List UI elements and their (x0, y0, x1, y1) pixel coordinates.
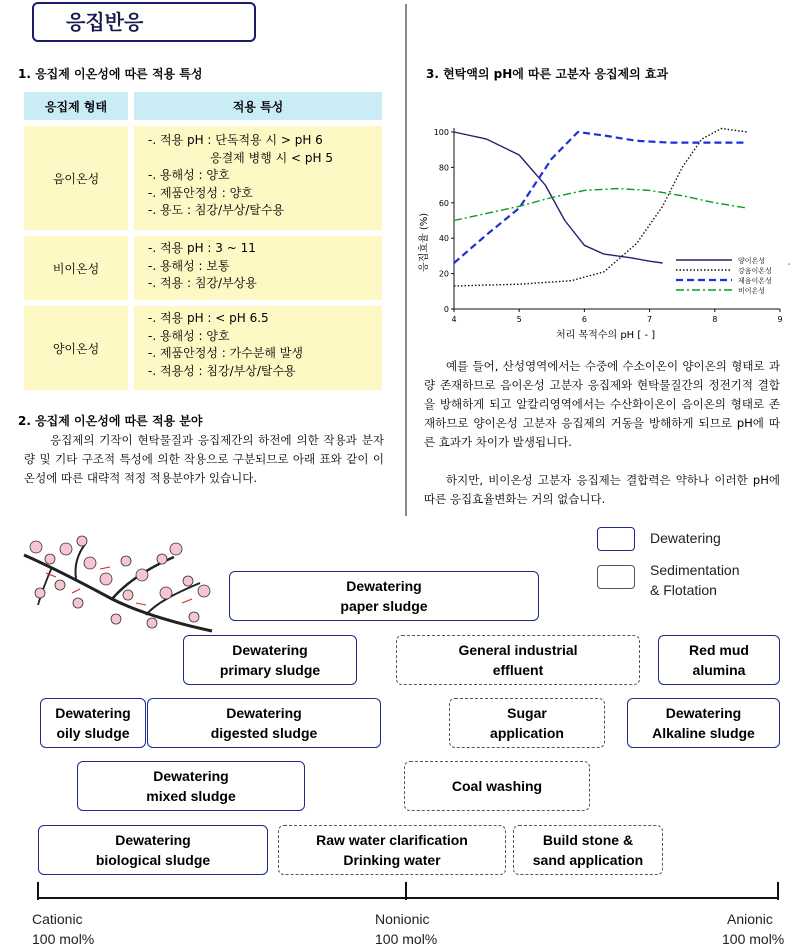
row-type: 비이온성 (24, 236, 128, 300)
ph-efficiency-chart (416, 112, 800, 352)
feature-table (24, 92, 382, 390)
desc-line: -. 용해성 : 양호 (148, 168, 230, 182)
box-raw-water: Raw water clarification Drinking water (278, 825, 506, 875)
box-mixed-sludge: Dewatering mixed sludge (77, 761, 305, 811)
row-desc (134, 236, 382, 300)
chart-side-note: ﾟ (788, 263, 792, 272)
table-row (24, 126, 382, 230)
legend-dewatering-swatch (597, 527, 635, 551)
plum-blossom-branch-icon (16, 533, 226, 639)
legend-sedimentation-swatch (597, 565, 635, 589)
box-coal-washing: Coal washing (404, 761, 590, 811)
desc-line: -. 용해성 : 양호 (148, 328, 230, 343)
row-type: 양이온성 (24, 306, 128, 390)
chart-y-tick-label: 60 (438, 198, 449, 208)
chart-legend-label: 양이온성 (738, 257, 766, 265)
box-primary-sludge: Dewatering primary sludge (183, 635, 357, 685)
desc-line: -. 제품안정성 : 가수분해 발생 (148, 346, 303, 360)
chart-xlabel: 처리 목적수의 pH [ - ] (556, 330, 656, 341)
box-sugar-application: Sugar application (449, 698, 605, 748)
section1-heading: 1. 응집제 이온성에 따른 적용 특성 (18, 67, 203, 81)
chart-x-tick-label: 4 (451, 315, 457, 324)
box-paper-sludge: Dewatering paper sludge (229, 571, 539, 621)
chart-legend-label: 강음이온성 (738, 267, 772, 275)
chart-series-line (454, 189, 747, 221)
box-general-effluent: General industrial effluent (396, 635, 640, 685)
axis-cationic-label: Cationic (32, 911, 83, 927)
section3-para2: 하지만, 비이온성 고분자 응집제는 결합력은 약하나 이러한 pH에 따른 응집효율변화는 거의 없습니다. (424, 473, 780, 506)
chart-series-line (454, 132, 747, 263)
chart-y-tick-label: 20 (438, 269, 449, 279)
section2-text: 응집제의 기작이 현탁물질과 응집제간의 하전에 의한 작용과 분자량 및 기타 구조적 특성에 의한 작용으로 구분되므로 아래 표와 같이 이온성에 따른 대략적 적정 적용분야가 있습니다. (24, 433, 384, 485)
desc-line: -. 제품안정성 : 양호 (148, 185, 253, 200)
row-desc (134, 126, 382, 230)
chart-series-line (454, 129, 747, 287)
box-build-stone: Build stone & sand application (513, 825, 663, 875)
chart-y-tick-label: 0 (443, 305, 449, 314)
chart-x-tick-label: 6 (581, 315, 587, 324)
box-digested-sludge: Dewatering digested sludge (147, 698, 381, 748)
desc-line: -. 용도 : 침강/부상/탈수용 (148, 203, 285, 217)
section3-para1: 예를 들어, 산성영역에서는 수중에 수소이온이 양이온의 형태로 과량 존재하므로 음이온성 고분자 응집제와 현탁물질간의 정전기적 결합을 방해하게 되고 알칼리영역에서는 수산화이온이 음이온의 형태로 존재하므로 양이온성 고분자 응집제의 거동을 방해하게 되므로 pH에 따른 효과가 차이가 발생됩니다. (424, 359, 780, 449)
chart-y-tick-label: 40 (438, 234, 449, 244)
legend-dewatering-label: Dewatering (650, 530, 721, 546)
axis-cationic-pct: 100 mol% (32, 931, 95, 947)
page-title: 응집반응 (32, 2, 256, 42)
axis-nonionic-pct: 100 mol% (375, 931, 438, 947)
box-red-mud: Red mud alumina (658, 635, 780, 685)
box-oily-sludge: Dewatering oily sludge (40, 698, 146, 748)
table-row (24, 236, 382, 300)
row-type: 음이온성 (24, 126, 128, 230)
chart-y-tick-label: 100 (433, 128, 449, 137)
desc-line: -. 적용 pH : < pH 6.5 (148, 311, 269, 325)
feature-table-header (24, 92, 382, 120)
axis-anionic-label: Anionic (727, 911, 773, 927)
ionicity-axis (0, 876, 800, 906)
axis-nonionic-label: Nonionic (375, 911, 430, 927)
desc-line: -. 적용 pH : 단독적용 시 > pH 6 (148, 133, 323, 147)
legend-sedimentation-label: Sedimentation & Flotation (650, 562, 740, 598)
column-divider (405, 4, 407, 516)
chart-x-tick-label: 8 (712, 315, 718, 324)
desc-line: -. 용해성 : 보통 (148, 258, 230, 273)
axis-anionic-pct: 100 mol% (722, 931, 785, 947)
chart-legend-label: 비이온성 (738, 287, 766, 295)
chart-ylabel: 응집효율 (%) (419, 212, 430, 272)
desc-line: -. 적용 pH : 3 ~ 11 (148, 241, 256, 255)
box-biological-sludge: Dewatering biological sludge (38, 825, 268, 875)
chart-legend-label: 제음이온성 (738, 277, 772, 285)
desc-line: -. 적용성 : 침강/부상/탈수용 (148, 363, 296, 378)
section3-heading: 3. 현탁액의 pH에 따른 고분자 응집제의 효과 (426, 67, 669, 81)
desc-line: -. 적용 : 침강/부상용 (148, 276, 257, 290)
desc-line: 응결제 병행 시 < pH 5 (210, 150, 333, 165)
chart-x-tick-label: 5 (516, 315, 522, 324)
chart-x-tick-label: 7 (647, 315, 653, 324)
chart-y-tick-label: 80 (438, 163, 449, 173)
table-row (24, 306, 382, 390)
col-feat-header: 적용 특성 (134, 92, 382, 120)
box-alkaline-sludge: Dewatering Alkaline sludge (627, 698, 780, 748)
chart-x-tick-label: 9 (777, 315, 783, 324)
section2-heading: 2. 응집제 이온성에 따른 적용 분야 (18, 414, 203, 428)
row-desc (134, 306, 382, 390)
col-type-header: 응집제 형태 (24, 92, 128, 120)
